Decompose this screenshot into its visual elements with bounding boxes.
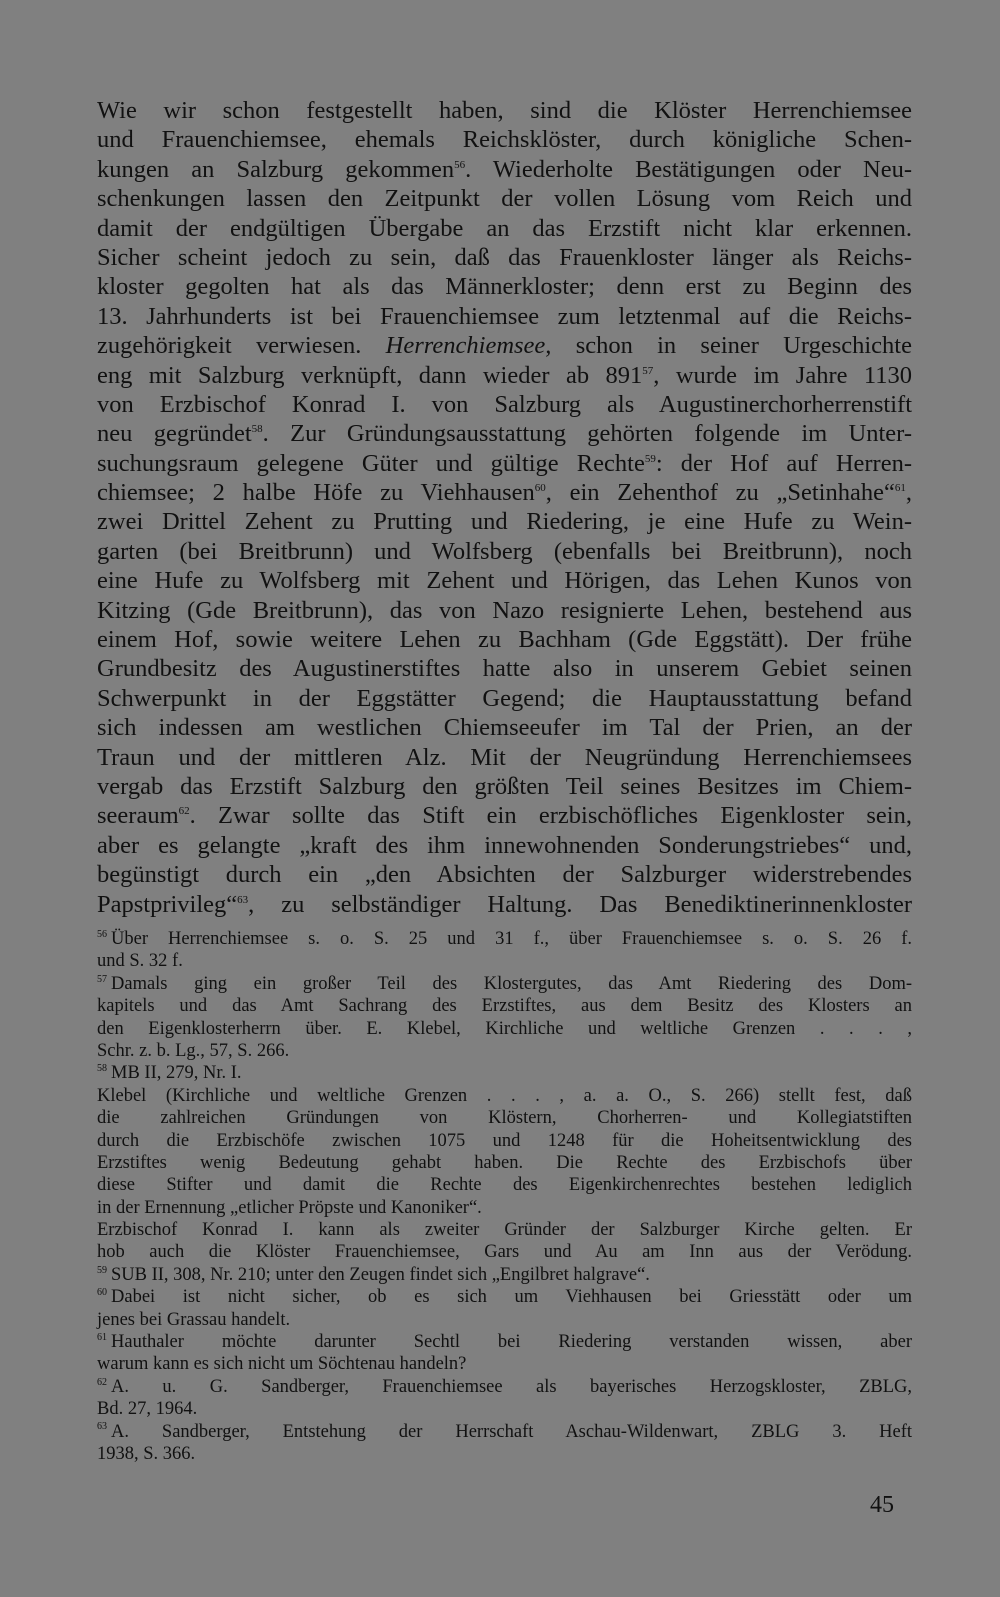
line-text: schenkungen lassen den Zeitpunkt der vollen Lösung vom Reich und xyxy=(97,185,912,213)
line-text: Schwerpunkt in der Eggstätter Gegend; die Hauptausstattung befand xyxy=(97,684,912,712)
line-text: damit der endgültigen Übergabe an das Erzstift nicht klar erkennen. xyxy=(97,214,912,242)
text-line xyxy=(97,243,912,272)
page-number: 45 xyxy=(870,1492,894,1518)
footnote-reference[interactable]: 60 xyxy=(534,481,546,494)
line-text: Sicher scheint jedoch zu sein, daß das Frauenkloster länger als Reichs- xyxy=(97,243,912,271)
footnote-reference[interactable]: 62 xyxy=(178,805,190,818)
text-line xyxy=(97,302,912,331)
footnote-number: 62 xyxy=(97,1376,107,1388)
text-line xyxy=(97,331,912,360)
line-text: sich indessen am westlichen Chiemseeufer im Tal der Prien, an der xyxy=(97,714,912,742)
text-line xyxy=(97,713,912,742)
footnote-line xyxy=(97,1219,912,1241)
footnotes-block xyxy=(97,928,912,1465)
footnote-reference[interactable]: 61 xyxy=(894,481,906,494)
line-text: schon in seiner Urgeschichte xyxy=(551,332,912,360)
footnote-line xyxy=(97,1040,912,1062)
line-text: Kitzing (Gde Breitbrunn), das von Nazo resignierte Lehen, bestehend aus xyxy=(97,596,912,624)
footnote-text: Dabei ist nicht sicher, ob es sich um Viehhausen bei Griesstätt oder um xyxy=(111,1287,912,1308)
text-line xyxy=(97,537,912,566)
footnote-line xyxy=(97,1309,912,1331)
footnote-line xyxy=(97,1062,912,1084)
text-line xyxy=(97,419,912,448)
text-line xyxy=(97,625,912,654)
footnote-text: durch die Erzbischöfe zwischen 1075 und 1248 für die Hoheitsentwicklung des xyxy=(97,1130,912,1151)
main-text-block xyxy=(97,96,912,919)
line-text: zwei Drittel Zehent zu Prutting und Riedering, je eine Hufe zu Wein- xyxy=(97,508,912,536)
footnote-text: den Eigenklosterherrn über. E. Klebel, Kirchliche und weltliche Grenzen . . . , xyxy=(97,1018,912,1039)
text-line xyxy=(97,684,912,713)
footnote-reference[interactable]: 63 xyxy=(237,893,249,906)
text-line xyxy=(97,184,912,213)
line-text: begünstigt durch ein „den Absichten der Salzburger widerstrebendes xyxy=(97,861,912,889)
line-text: : der Hof auf Herren- xyxy=(655,449,912,477)
footnote-line xyxy=(97,1331,912,1353)
footnote-line xyxy=(97,995,912,1017)
footnote-text: warum kann es sich nicht um Söchtenau handeln? xyxy=(97,1354,467,1375)
text-line xyxy=(97,654,912,683)
text-line xyxy=(97,860,912,889)
text-line xyxy=(97,214,912,243)
text-line xyxy=(97,96,912,125)
footnote-number: 58 xyxy=(97,1063,107,1075)
line-text: kloster gegolten hat als das Männerkloster; denn erst zu Beginn des xyxy=(97,273,912,301)
line-text: Traun und der mittleren Alz. Mit der Neugründung Herrenchiemsees xyxy=(97,743,912,771)
footnote-line xyxy=(97,1018,912,1040)
line-text: , wurde im Jahre 1130 xyxy=(653,361,912,389)
footnote-text: Damals ging ein großer Teil des Klostergutes, das Amt Riedering des Dom- xyxy=(111,973,912,994)
footnote-text: Hauthaler möchte darunter Sechtl bei Riedering verstanden wissen, aber xyxy=(111,1332,912,1353)
footnote-text: kapitels und das Amt Sachrang des Erzstiftes, aus dem Besitz des Klosters an xyxy=(97,996,912,1017)
footnote-reference[interactable]: 56 xyxy=(454,158,466,171)
line-text: Wie wir schon festgestellt haben, sind die Klöster Herrenchiemsee xyxy=(97,97,912,124)
text-line xyxy=(97,772,912,801)
text-line xyxy=(97,507,912,536)
text-line xyxy=(97,890,912,919)
footnote-line xyxy=(97,1085,912,1107)
line-text: seeraum xyxy=(97,802,179,830)
footnote-line xyxy=(97,1174,912,1196)
text-line xyxy=(97,449,912,478)
footnote-number: 59 xyxy=(97,1264,107,1276)
footnote-text: Klebel (Kirchliche und weltliche Grenzen . . . , a. a. O., S. 266) stellt fest, daß xyxy=(97,1085,912,1106)
footnote-text: in der Ernennung „etlicher Pröpste und Kanoniker“. xyxy=(97,1197,482,1218)
line-text: neu gegründet xyxy=(97,420,252,448)
line-text: , xyxy=(905,479,912,507)
footnote-number: 63 xyxy=(97,1421,107,1433)
text-line xyxy=(97,566,912,595)
line-text: . Zwar sollte das Stift ein erzbischöfliches Eigenkloster sein, xyxy=(189,802,912,830)
footnote-line xyxy=(97,1264,912,1286)
footnote-reference[interactable]: 58 xyxy=(251,423,263,436)
text-line xyxy=(97,272,912,301)
line-text: vergab das Erzstift Salzburg den größten Teil seines Besitzes im Chiem- xyxy=(97,772,912,800)
footnote-reference[interactable]: 59 xyxy=(644,452,656,465)
text-line xyxy=(97,361,912,390)
footnote-text: A. u. G. Sandberger, Frauenchiemsee als bayerisches Herzogskloster, ZBLG, xyxy=(111,1376,912,1397)
line-text: chiemsee; 2 halbe Höfe zu Viehhausen xyxy=(97,479,535,507)
footnote-line xyxy=(97,1241,912,1263)
line-text: zugehörigkeit verwiesen. xyxy=(97,332,386,360)
footnote-line xyxy=(97,1130,912,1152)
line-text: Papstprivileg“ xyxy=(97,890,238,918)
footnote-line xyxy=(97,973,912,995)
line-text: kungen an Salzburg gekommen xyxy=(97,155,455,183)
footnote-line xyxy=(97,1152,912,1174)
text-line xyxy=(97,125,912,154)
line-text: , ein Zehenthof zu „Setinhahe“ xyxy=(545,479,895,507)
footnote-text: diese Stifter und damit die Rechte des Eigenkirchenrechtes bestehen lediglich xyxy=(97,1175,912,1196)
footnote-text: Über Herrenchiemsee s. o. S. 25 und 31 f., über Frauenchiemsee s. o. S. 26 f. xyxy=(111,929,912,949)
footnote-text: Erzstiftes wenig Bedeutung gehabt haben. Die Rechte des Erzbischofs über xyxy=(97,1152,912,1173)
footnote-number: 56 xyxy=(97,928,107,940)
footnote-line xyxy=(97,1107,912,1129)
footnote-line xyxy=(97,1286,912,1308)
footnote-line xyxy=(97,1421,912,1443)
line-text: . Wiederholte Bestätigungen oder Neu- xyxy=(465,155,912,183)
text-line xyxy=(97,831,912,860)
footnote-text: MB II, 279, Nr. I. xyxy=(111,1063,242,1084)
text-line xyxy=(97,801,912,830)
footnote-line xyxy=(97,950,912,972)
line-text: aber es gelangte „kraft des ihm innewohnenden Sonderungstriebes“ und, xyxy=(97,831,912,859)
text-line xyxy=(97,155,912,184)
line-text: garten (bei Breitbrunn) und Wolfsberg (ebenfalls bei Breitbrunn), noch xyxy=(97,537,912,565)
line-text: eng mit Salzburg verknüpft, dann wieder ab 891 xyxy=(97,361,643,389)
footnote-number: 57 xyxy=(97,973,107,985)
line-text: Grundbesitz des Augustinerstiftes hatte also in unserem Gebiet seinen xyxy=(97,655,912,683)
text-line xyxy=(97,478,912,507)
italic-term: Herrenchiemsee, xyxy=(385,332,552,360)
footnote-text: hob auch die Klöster Frauenchiemsee, Gars und Au am Inn aus der Verödung. xyxy=(97,1242,912,1263)
line-text: . Zur Gründungsausstattung gehörten folgende im Unter- xyxy=(262,420,912,448)
footnote-line xyxy=(97,1443,912,1465)
footnote-text: Schr. z. b. Lg., 57, S. 266. xyxy=(97,1040,290,1061)
text-line xyxy=(97,743,912,772)
footnote-text: A. Sandberger, Entstehung der Herrschaft Aschau-Wildenwart, ZBLG 3. Heft xyxy=(111,1421,912,1442)
line-text: suchungsraum gelegene Güter und gültige Rechte xyxy=(97,449,645,477)
footnote-text: und S. 32 f. xyxy=(97,951,183,972)
footnote-text: jenes bei Grassau handelt. xyxy=(97,1309,291,1330)
footnote-reference[interactable]: 57 xyxy=(642,364,654,377)
footnote-text: Bd. 27, 1964. xyxy=(97,1399,198,1420)
footnote-line xyxy=(97,1376,912,1398)
footnote-text: SUB II, 308, Nr. 210; unter den Zeugen findet sich „Engilbret halgrave“. xyxy=(111,1264,650,1285)
line-text: , zu selbständiger Haltung. Das Benediktinerinnenkloster xyxy=(248,890,912,918)
footnote-line xyxy=(97,1353,912,1375)
footnote-text: Erzbischof Konrad I. kann als zweiter Gründer der Salzburger Kirche gelten. Er xyxy=(97,1220,912,1241)
footnote-line xyxy=(97,1197,912,1219)
line-text: von Erzbischof Konrad I. von Salzburg als Augustinerchorherrenstift xyxy=(97,390,912,418)
footnote-line xyxy=(97,1398,912,1420)
footnote-number: 60 xyxy=(97,1287,107,1299)
line-text: einem Hof, sowie weitere Lehen zu Bachham (Gde Eggstätt). Der frühe xyxy=(97,626,912,654)
line-text: eine Hufe zu Wolfsberg mit Zehent und Hörigen, das Lehen Kunos von xyxy=(97,567,912,595)
text-line xyxy=(97,390,912,419)
footnote-number: 61 xyxy=(97,1331,107,1343)
footnote-text: 1938, S. 366. xyxy=(97,1443,196,1464)
line-text: 13. Jahrhunderts ist bei Frauenchiemsee zum letztenmal auf die Reichs- xyxy=(97,302,912,330)
footnote-text: die zahlreichen Gründungen von Klöstern, Chorherren- und Kollegiatstiften xyxy=(97,1108,912,1129)
text-line xyxy=(97,596,912,625)
footnote-line xyxy=(97,928,912,950)
line-text: und Frauenchiemsee, ehemals Reichsklöster, durch königliche Schen- xyxy=(97,126,912,154)
